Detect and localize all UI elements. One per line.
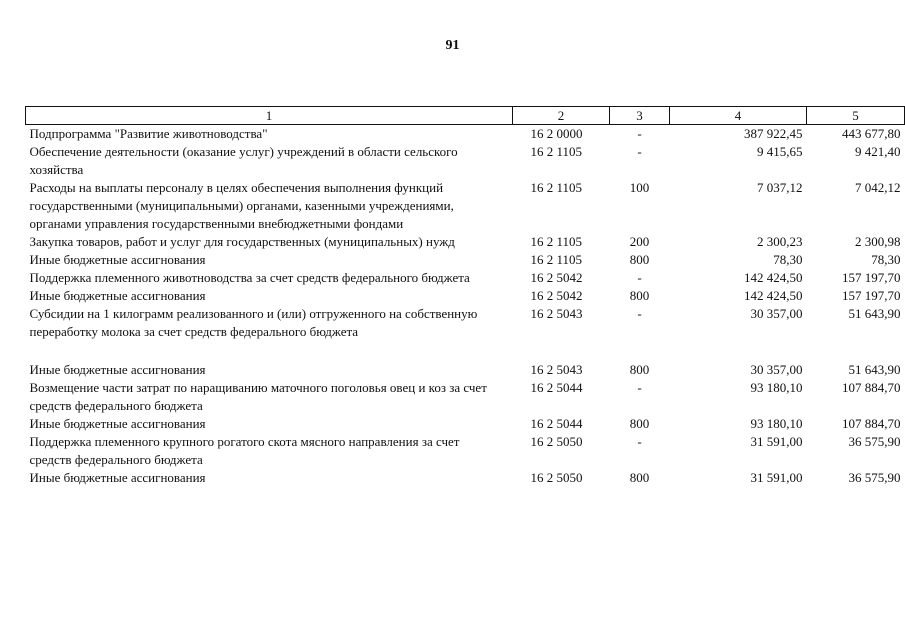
row-type: - — [637, 126, 642, 141]
table-row — [26, 305, 905, 361]
row-value-2: 107 884,70 — [842, 416, 901, 431]
row-code: 16 2 5044 — [530, 416, 583, 431]
row-value-2: 157 197,70 — [842, 288, 901, 303]
row-code: 16 2 1105 — [530, 180, 583, 195]
row-type: 800 — [629, 252, 650, 267]
table-row — [26, 233, 905, 251]
row-type: 800 — [629, 362, 650, 377]
row-code: 16 2 5043 — [530, 306, 583, 321]
row-code: 16 2 5044 — [530, 380, 583, 395]
table-row — [26, 361, 905, 379]
row-value-1: 78,30 — [773, 252, 803, 267]
table-row — [26, 125, 905, 144]
table-row — [26, 287, 905, 305]
row-value-1: 387 922,45 — [744, 126, 803, 141]
column-header-1: 1 — [26, 107, 513, 125]
row-code: 16 2 5042 — [530, 270, 583, 285]
row-name: Поддержка племенного животноводства за счет средств федерального бюджета — [29, 270, 470, 285]
budget-table — [25, 106, 905, 487]
row-code: 16 2 1105 — [530, 144, 583, 159]
row-name: Поддержка племенного крупного рогатого скота мясного направления за счет средств федерального бюджета — [29, 434, 460, 467]
column-header-5: 5 — [807, 107, 905, 125]
row-value-1: 93 180,10 — [750, 416, 803, 431]
row-type: 200 — [629, 234, 650, 249]
row-type: 800 — [629, 288, 650, 303]
row-type: 800 — [629, 416, 650, 431]
row-value-1: 2 300,23 — [757, 234, 803, 249]
row-type: - — [637, 434, 642, 449]
row-type: - — [637, 144, 642, 159]
row-value-1: 142 424,50 — [744, 270, 803, 285]
column-header-3: 3 — [610, 107, 670, 125]
row-value-2: 36 575,90 — [848, 434, 901, 449]
row-value-1: 30 357,00 — [750, 306, 803, 321]
row-type: - — [637, 306, 642, 321]
table-row — [26, 269, 905, 287]
row-value-2: 443 677,80 — [842, 126, 901, 141]
row-code: 16 2 5043 — [530, 362, 583, 377]
row-name: Обеспечение деятельности (оказание услуг) учреждений в области сельского хозяйства — [29, 144, 458, 177]
table-row — [26, 179, 905, 233]
row-code: 16 2 1105 — [530, 252, 583, 267]
table-header — [26, 107, 905, 125]
table-row — [26, 143, 905, 179]
row-value-1: 31 591,00 — [750, 470, 803, 485]
row-value-2: 2 300,98 — [855, 234, 901, 249]
row-name: Субсидии на 1 килограмм реализованного и (или) отгруженного на собственную переработку молока за счет средств федерального бюджета — [29, 306, 478, 339]
row-value-1: 93 180,10 — [750, 380, 803, 395]
page-number: 91 — [445, 38, 460, 53]
row-value-2: 36 575,90 — [848, 470, 901, 485]
row-value-1: 142 424,50 — [744, 288, 803, 303]
row-code: 16 2 5050 — [530, 434, 583, 449]
table-body — [26, 125, 905, 488]
row-type: 100 — [629, 180, 650, 195]
row-code: 16 2 1105 — [530, 234, 583, 249]
table-row — [26, 415, 905, 433]
table-row — [26, 433, 905, 469]
row-name: Подпрограмма "Развитие животноводства" — [29, 126, 268, 141]
row-value-2: 9 421,40 — [855, 144, 901, 159]
row-value-1: 9 415,65 — [757, 144, 803, 159]
row-type: - — [637, 270, 642, 285]
row-value-2: 78,30 — [871, 252, 901, 267]
row-name: Возмещение части затрат по наращиванию маточного поголовья овец и коз за счет средств федерального бюджета — [29, 380, 487, 413]
row-name: Иные бюджетные ассигнования — [29, 252, 206, 267]
row-code: 16 2 5050 — [530, 470, 583, 485]
row-value-1: 30 357,00 — [750, 362, 803, 377]
row-name: Закупка товаров, работ и услуг для государственных (муниципальных) нужд — [29, 234, 455, 249]
row-name: Иные бюджетные ассигнования — [29, 362, 206, 377]
row-type: - — [637, 380, 642, 395]
row-name: Иные бюджетные ассигнования — [29, 470, 206, 485]
row-code: 16 2 5042 — [530, 288, 583, 303]
row-value-2: 157 197,70 — [842, 270, 901, 285]
row-value-2: 7 042,12 — [855, 180, 901, 195]
row-value-1: 31 591,00 — [750, 434, 803, 449]
row-value-1: 7 037,12 — [757, 180, 803, 195]
table-row — [26, 251, 905, 269]
row-name: Иные бюджетные ассигнования — [29, 416, 206, 431]
header-row — [26, 107, 905, 125]
column-header-2: 2 — [513, 107, 610, 125]
row-value-2: 51 643,90 — [848, 306, 901, 321]
table-row — [26, 379, 905, 415]
row-name: Иные бюджетные ассигнования — [29, 288, 206, 303]
table-row — [26, 469, 905, 487]
row-type: 800 — [629, 470, 650, 485]
row-code: 16 2 0000 — [530, 126, 583, 141]
row-name: Расходы на выплаты персоналу в целях обеспечения выполнения функций государственными (муниципальными) органами, казенными учреждениями, органами управления государственными внебюджетными фондами — [29, 180, 454, 231]
column-header-4: 4 — [670, 107, 807, 125]
row-value-2: 51 643,90 — [848, 362, 901, 377]
row-value-2: 107 884,70 — [842, 380, 901, 395]
